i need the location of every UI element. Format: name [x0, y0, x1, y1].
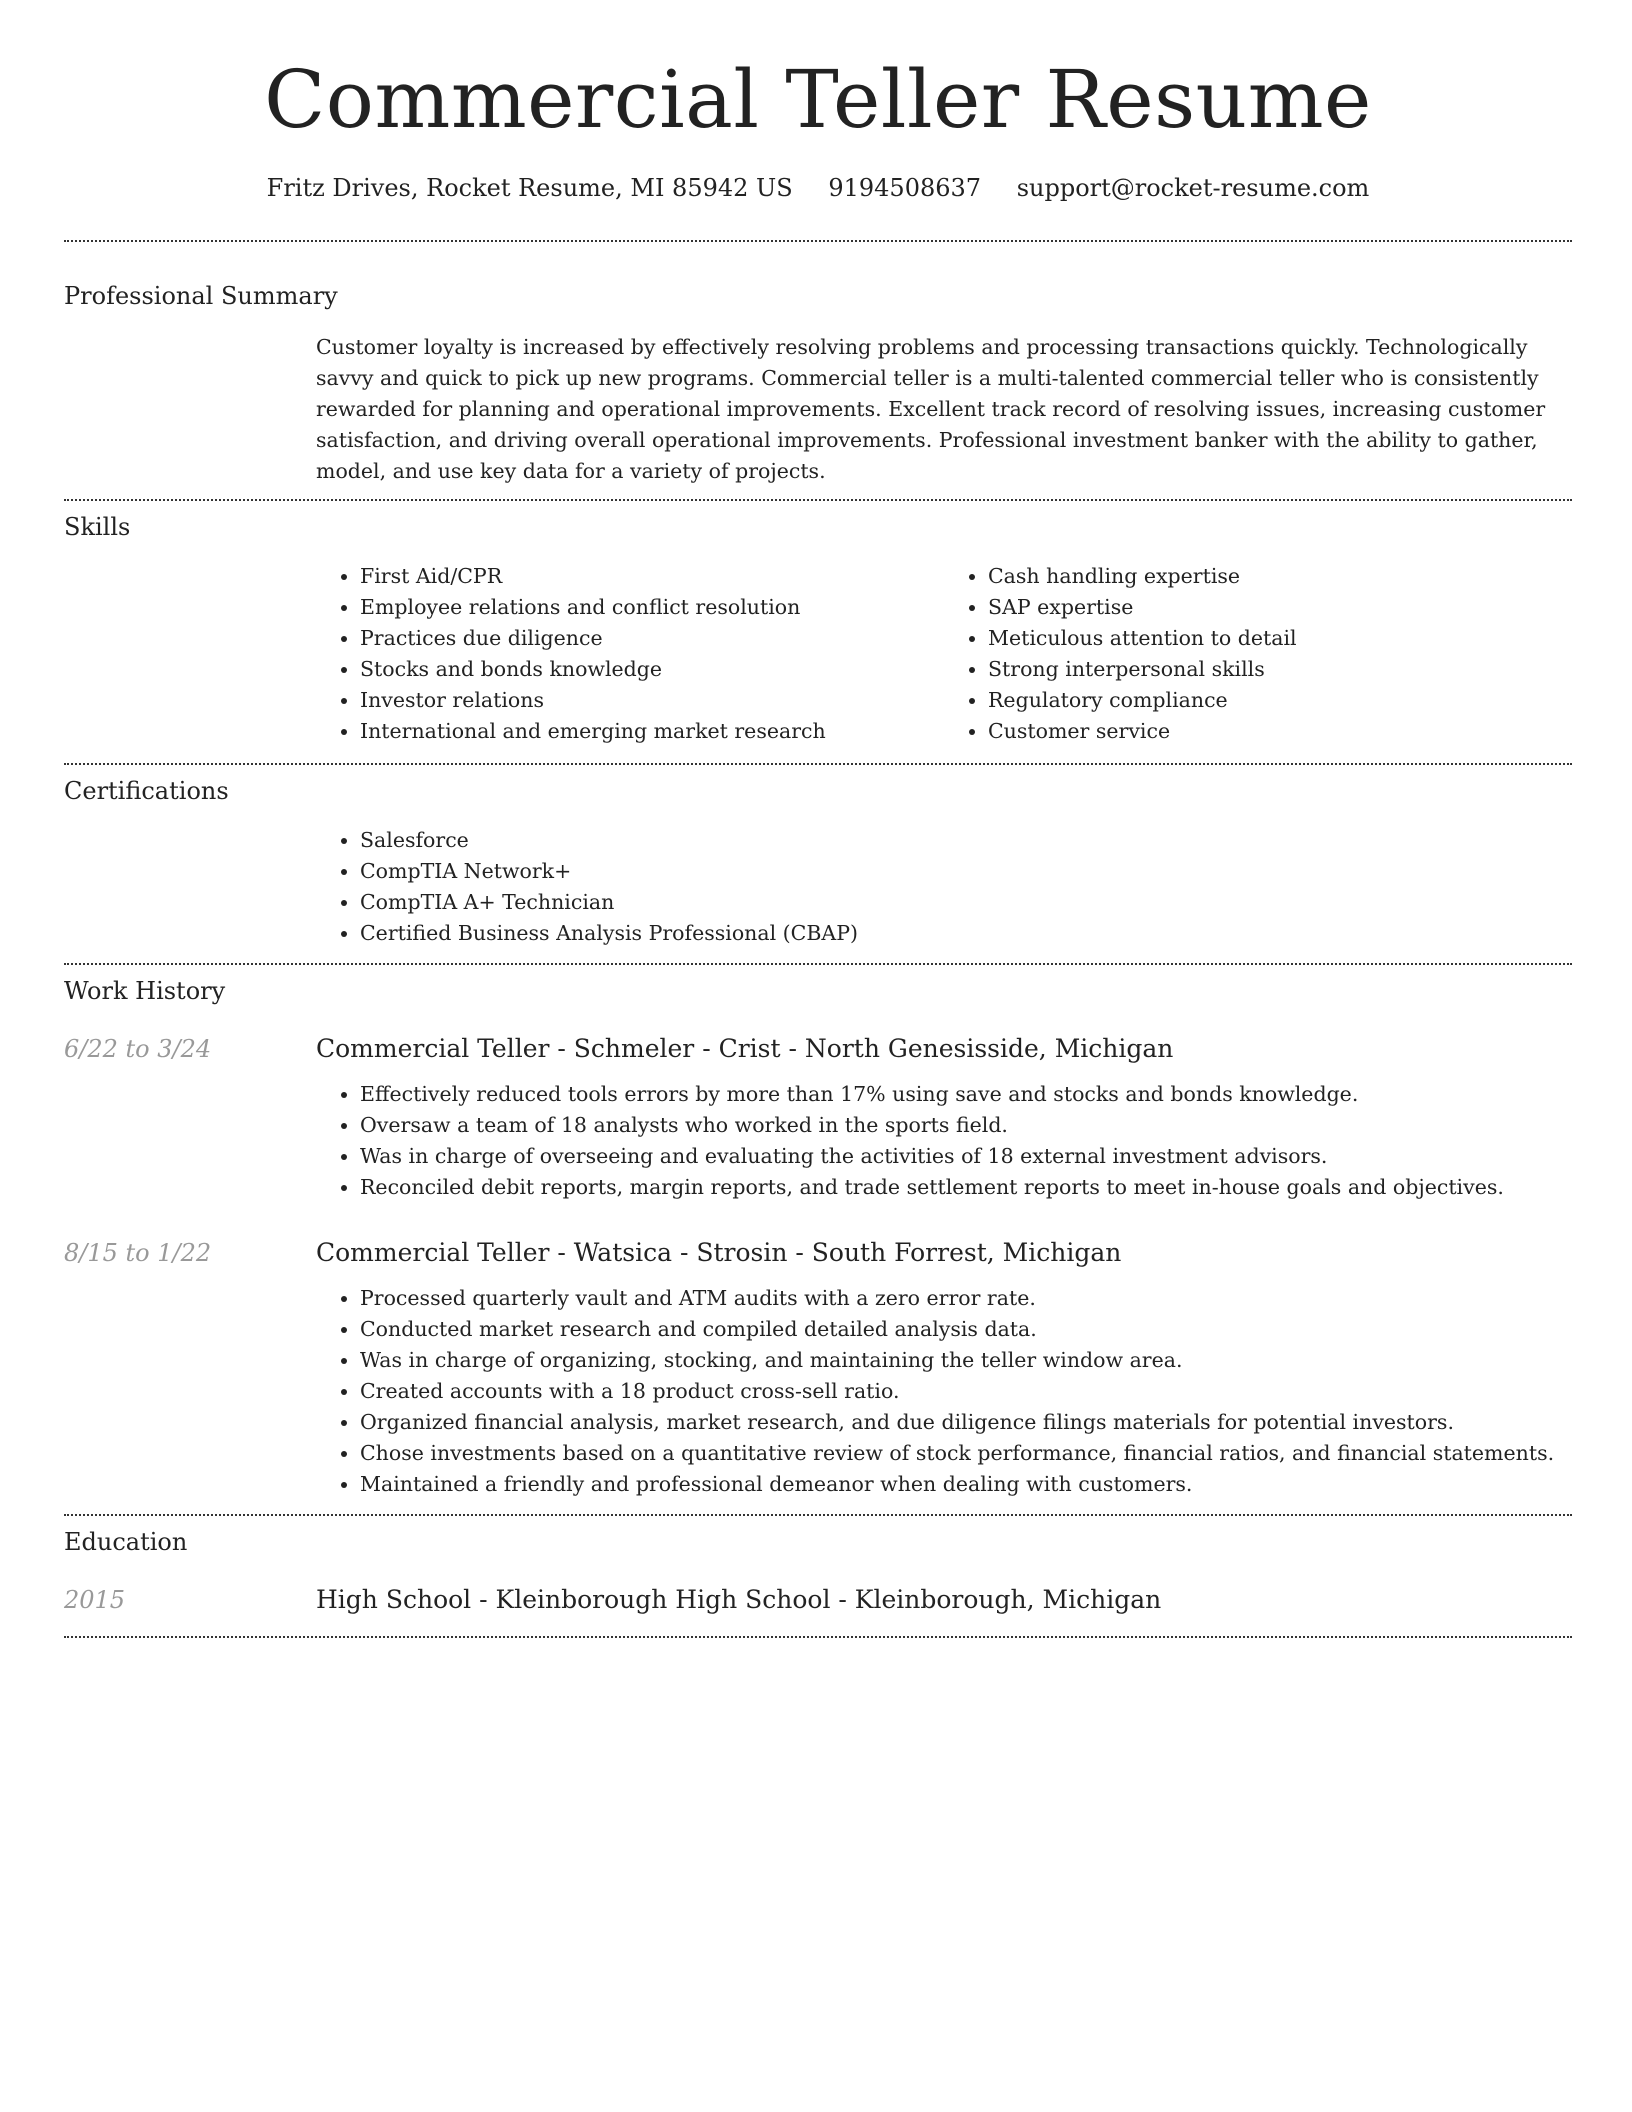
job-entry [64, 1237, 1572, 1500]
list-item: • CompTIA A+ Technician [360, 887, 1572, 918]
list-item: • Organized financial analysis, market research, and due diligence filings materials for potential investors. [360, 1407, 1572, 1438]
contact-phone: 9194508637 [828, 174, 982, 202]
list-item: • Created accounts with a 18 product cross-sell ratio. [360, 1376, 1572, 1407]
list-item: • Customer service [988, 716, 1572, 747]
job-title: Commercial Teller - Schmeler - Crist - North Genesisside, Michigan [316, 1034, 1174, 1063]
job-entry [64, 1033, 1572, 1203]
education-title: High School - Kleinborough High School - Kleinborough, Michigan [316, 1585, 1162, 1614]
list-item: • Conducted market research and compiled detailed analysis data. [360, 1314, 1572, 1345]
skills-list-right [944, 561, 1572, 747]
list-item: • Certified Business Analysis Professional (CBAP) [360, 918, 1572, 949]
list-item: • Meticulous attention to detail [988, 623, 1572, 654]
list-item: • SAP expertise [988, 592, 1572, 623]
job-title: Commercial Teller - Watsica - Strosin - South Forrest, Michigan [316, 1238, 1122, 1267]
skills-list-left [316, 561, 944, 747]
list-item: • Reconciled debit reports, margin reports, and trade settlement reports to meet in-house goals and objectives. [360, 1172, 1572, 1203]
list-item: • Maintained a friendly and professional demeanor when dealing with customers. [360, 1469, 1572, 1500]
work-section [64, 965, 1572, 1500]
list-item: • Stocks and bonds knowledge [360, 654, 944, 685]
job-bullet-list [316, 1283, 1572, 1500]
summary-heading: Professional Summary [64, 282, 338, 310]
list-item: • Practices due diligence [360, 623, 944, 654]
skills-heading: Skills [64, 513, 131, 541]
list-item: • Regulatory compliance [988, 685, 1572, 716]
list-item: • International and emerging market research [360, 716, 944, 747]
job-dates: 6/22 to 3/24 [64, 1035, 212, 1063]
education-heading: Education [64, 1528, 188, 1556]
job-bullet-list [316, 1079, 1572, 1203]
list-item: • Investor relations [360, 685, 944, 716]
certifications-section [64, 765, 1572, 949]
list-item: • Processed quarterly vault and ATM audits with a zero error rate. [360, 1283, 1572, 1314]
list-item: • First Aid/CPR [360, 561, 944, 592]
summary-content [316, 332, 1572, 487]
summary-text: Customer loyalty is increased by effectively resolving problems and processing transactions quickly. Technologically savvy and quick to pick up new programs. Commercial teller is a multi-talented commercial teller who is consistently rewarded for planning and operational improvements. Excellent track record of resolving issues, increasing customer satisfaction, and driving overall operational improvements. Professional investment banker with the ability to gather, model, and use key data for a variety of projects. [316, 335, 1546, 483]
education-section [64, 1516, 1572, 1616]
education-divider [64, 1636, 1572, 1638]
job-dates: 8/15 to 1/22 [64, 1239, 212, 1267]
certifications-content [316, 825, 1572, 949]
resume-page [64, 0, 1572, 1638]
contact-address: Fritz Drives, Rocket Resume, MI 85942 US [266, 174, 793, 202]
list-item: • Employee relations and conflict resolution [360, 592, 944, 623]
list-item: • Strong interpersonal skills [988, 654, 1572, 685]
skills-content [316, 561, 1572, 747]
list-item: • Salesforce [360, 825, 1572, 856]
certifications-heading: Certifications [64, 777, 229, 805]
list-item: • Oversaw a team of 18 analysts who worked in the sports field. [360, 1110, 1572, 1141]
list-item: • Was in charge of overseeing and evaluating the activities of 18 external investment advisors. [360, 1141, 1572, 1172]
work-heading: Work History [64, 977, 226, 1005]
certifications-list [316, 825, 1572, 949]
resume-title: Commercial Teller Resume [264, 53, 1372, 146]
list-item: • Effectively reduced tools errors by more than 17% using save and stocks and bonds knowledge. [360, 1079, 1572, 1110]
list-item: • CompTIA Network+ [360, 856, 1572, 887]
education-year: 2015 [64, 1586, 126, 1614]
list-item: • Was in charge of organizing, stocking, and maintaining the teller window area. [360, 1345, 1572, 1376]
contact-email: support@rocket-resume.com [1016, 174, 1370, 202]
list-item: • Cash handling expertise [988, 561, 1572, 592]
education-entry [64, 1584, 1572, 1616]
skills-section [64, 501, 1572, 747]
contact-info [64, 172, 1572, 204]
list-item: • Chose investments based on a quantitative review of stock performance, financial ratios, and financial statements. [360, 1438, 1572, 1469]
summary-section [64, 242, 1572, 487]
